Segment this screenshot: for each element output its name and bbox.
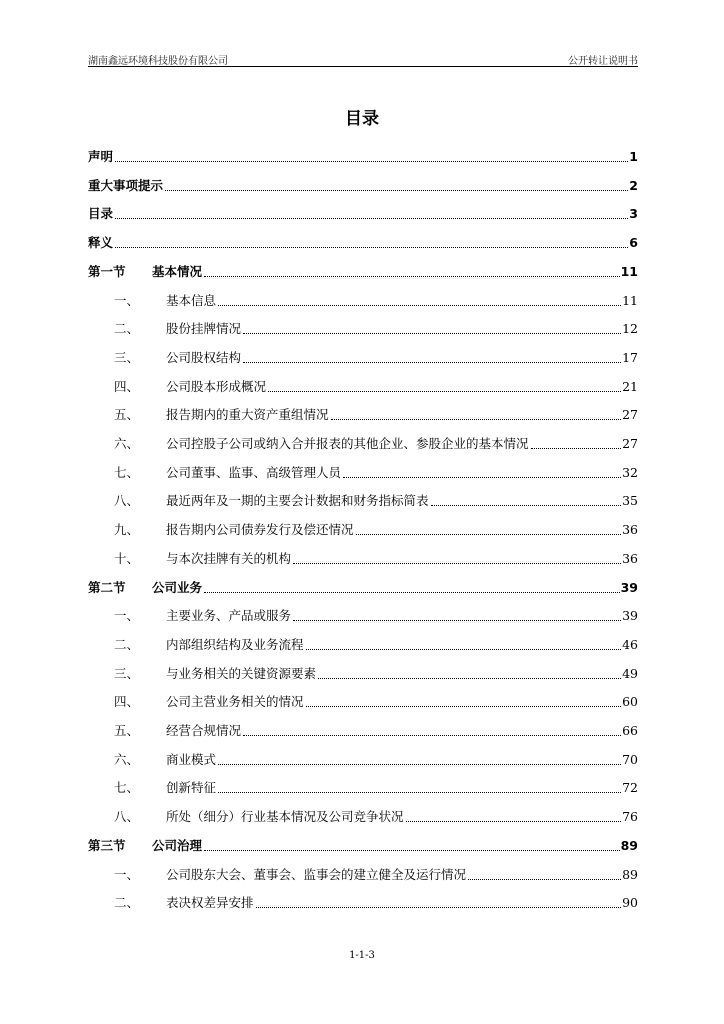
toc-entry-page: 76: [622, 809, 638, 825]
toc-entry-label: 释义: [88, 235, 114, 251]
toc-entry-page: 36: [622, 522, 638, 538]
toc-entry-label: 公司治理: [152, 837, 203, 853]
toc-dot-leader: [531, 438, 622, 449]
toc-entry-number: 三、: [114, 349, 140, 365]
toc-dot-leader: [306, 696, 622, 707]
toc-entry[interactable]: [88, 492, 638, 510]
toc-dot-leader: [218, 782, 621, 793]
toc-entry-page: 32: [622, 464, 638, 480]
toc-entry-number: 二、: [114, 321, 140, 337]
toc-dot-leader: [431, 495, 622, 506]
toc-dot-leader: [331, 409, 622, 420]
toc-entry-label: 公司股东大会、董事会、监事会的建立健全及运行情况: [166, 866, 467, 882]
toc-entry-label: 重大事项提示: [88, 177, 164, 193]
toc-entry-page: 60: [622, 694, 638, 710]
toc-entry-label: 声明: [88, 149, 114, 164]
toc-entry[interactable]: [88, 550, 638, 568]
toc-dot-leader: [204, 840, 620, 851]
toc-dot-leader: [218, 754, 621, 765]
toc-entry-page: 3: [629, 206, 638, 222]
toc-entry-page: 2: [629, 177, 638, 193]
toc-dot-leader: [293, 553, 621, 564]
page-header: [88, 50, 638, 67]
toc-entry-page: 46: [622, 636, 638, 652]
toc-entry[interactable]: [88, 665, 638, 683]
toc-entry-number: 六、: [114, 751, 140, 767]
toc-dot-leader: [218, 295, 621, 306]
toc-entry-number: 二、: [114, 636, 140, 652]
toc-entry-number: 七、: [114, 464, 140, 480]
toc-entry-label: 公司控股子公司或纳入合并报表的其他企业、参股企业的基本情况: [166, 436, 529, 451]
toc-entry-page: 39: [620, 579, 638, 595]
toc-entry[interactable]: [88, 837, 638, 855]
toc-entry-number: 五、: [114, 407, 140, 423]
toc-entry-number: 第一节: [88, 263, 126, 279]
toc-entry[interactable]: [88, 205, 638, 223]
toc-entry-label: 基本信息: [166, 292, 217, 308]
toc-dot-leader: [115, 151, 628, 162]
toc-entry-page: 11: [620, 263, 638, 279]
toc-entry-number: 四、: [114, 378, 140, 394]
toc-entry-page: 27: [622, 436, 638, 451]
toc-dot-leader: [115, 208, 628, 219]
toc-entry[interactable]: [88, 320, 638, 338]
toc-entry[interactable]: [88, 521, 638, 539]
toc-entry[interactable]: [88, 177, 638, 195]
toc-dot-leader: [243, 352, 621, 363]
toc-entry-page: 27: [622, 407, 638, 423]
toc-entry[interactable]: [88, 263, 638, 281]
toc-entry-number: 第二节: [88, 579, 126, 595]
toc-entry-page: 66: [622, 723, 638, 738]
toc-entry-label: 公司主营业务相关的情况: [166, 694, 304, 710]
toc-entry[interactable]: [88, 779, 638, 797]
toc-entry[interactable]: [88, 435, 638, 453]
toc-entry-page: 12: [622, 321, 638, 337]
toc-entry-label: 与本次挂牌有关的机构: [166, 550, 292, 566]
toc-entry-page: 21: [622, 378, 638, 394]
toc-entry-number: 七、: [114, 780, 140, 796]
toc-entry[interactable]: [88, 464, 638, 482]
toc-entry[interactable]: [88, 406, 638, 424]
toc-entry[interactable]: [88, 378, 638, 396]
toc-entry-label: 最近两年及一期的主要会计数据和财务指标简表: [166, 493, 429, 509]
toc-entry[interactable]: [88, 349, 638, 367]
toc-entry-page: 89: [620, 837, 638, 853]
toc-entry-number: 九、: [114, 522, 140, 538]
toc-dot-leader: [306, 639, 622, 650]
toc-entry-label: 公司股本形成概况: [166, 378, 267, 394]
toc-dot-leader: [356, 524, 622, 535]
toc-entry-page: 39: [622, 608, 638, 624]
toc-entry-page: 6: [629, 235, 638, 251]
toc-entry-number: 四、: [114, 694, 140, 710]
toc-entry-page: 11: [622, 292, 638, 308]
toc-dot-leader: [165, 180, 628, 191]
toc-entry-label: 所处（细分）行业基本情况及公司竞争状况: [166, 809, 404, 825]
toc-entry-page: 1: [629, 149, 638, 164]
toc-entry-number: 第三节: [88, 837, 126, 853]
toc-dot-leader: [204, 582, 620, 593]
toc-entry[interactable]: [88, 894, 638, 912]
toc-entry[interactable]: [88, 808, 638, 826]
toc-entry-number: 六、: [114, 436, 140, 451]
toc-entry-number: 二、: [114, 895, 140, 911]
toc-entry-label: 公司股权结构: [166, 349, 242, 365]
toc-dot-leader: [406, 811, 622, 822]
toc-entry-label: 报告期内公司债券发行及偿还情况: [166, 522, 354, 538]
toc-dot-leader: [256, 897, 622, 908]
toc-dot-leader: [268, 381, 621, 392]
toc-entry-label: 商业模式: [166, 751, 217, 767]
toc-entry-label: 目录: [88, 206, 114, 222]
toc-entry[interactable]: [88, 292, 638, 310]
toc-entry-label: 公司董事、监事、高级管理人员: [166, 464, 342, 480]
toc-entry-page: 89: [622, 866, 638, 882]
toc-entry-number: 一、: [114, 866, 140, 882]
page-number: 1-1-3: [349, 950, 375, 961]
toc-entry[interactable]: [88, 607, 638, 625]
page-title: 目录: [345, 109, 379, 129]
toc-entry-label: 基本情况: [152, 263, 203, 279]
toc-entry[interactable]: [88, 751, 638, 769]
toc-entry-label: 与业务相关的关键资源要素: [166, 665, 317, 681]
toc-entry-page: 36: [622, 550, 638, 566]
toc-dot-leader: [115, 237, 628, 248]
toc-entry-number: 八、: [114, 493, 140, 509]
toc-dot-leader: [293, 610, 621, 621]
toc-entry-number: 一、: [114, 608, 140, 624]
company-name: 湖南鑫远环境科技股份有限公司: [88, 56, 228, 67]
toc-entry-page: 72: [622, 780, 638, 796]
toc-entry-page: 49: [622, 665, 638, 681]
toc-entry-label: 创新特征: [166, 780, 217, 796]
toc-dot-leader: [204, 266, 620, 277]
toc-entry-label: 报告期内的重大资产重组情况: [166, 407, 329, 423]
toc-entry-number: 八、: [114, 809, 140, 825]
toc-entry-page: 70: [622, 751, 638, 767]
document-type: 公开转让说明书: [568, 56, 638, 67]
toc-entry-page: 17: [622, 349, 638, 365]
toc-entry-number: 三、: [114, 665, 140, 681]
toc-entry[interactable]: [88, 636, 638, 654]
toc-entry[interactable]: [88, 579, 638, 597]
toc-entry-label: 主要业务、产品或服务: [166, 608, 292, 624]
toc-entry-label: 内部组织结构及业务流程: [166, 636, 304, 652]
toc-entry-page: 90: [622, 895, 638, 911]
toc-dot-leader: [243, 725, 621, 736]
toc-entry[interactable]: [88, 234, 638, 252]
toc-entry-label: 表决权差异安排: [166, 895, 254, 911]
toc-entry-label: 经营合规情况: [166, 723, 242, 738]
toc-entry-label: 股份挂牌情况: [166, 321, 242, 337]
toc-entry-number: 一、: [114, 292, 140, 308]
toc-dot-leader: [468, 869, 621, 880]
toc-entry[interactable]: [88, 722, 638, 740]
toc-entry-page: 35: [622, 493, 638, 509]
toc-dot-leader: [243, 323, 621, 334]
toc-entry[interactable]: [88, 866, 638, 884]
toc-dot-leader: [343, 467, 621, 478]
toc-entry-number: 五、: [114, 723, 140, 738]
toc-entry-number: 十、: [114, 550, 140, 566]
toc-entry-label: 公司业务: [152, 579, 203, 595]
toc-entry[interactable]: [88, 148, 638, 166]
toc-dot-leader: [318, 668, 621, 679]
toc-entry[interactable]: [88, 693, 638, 711]
